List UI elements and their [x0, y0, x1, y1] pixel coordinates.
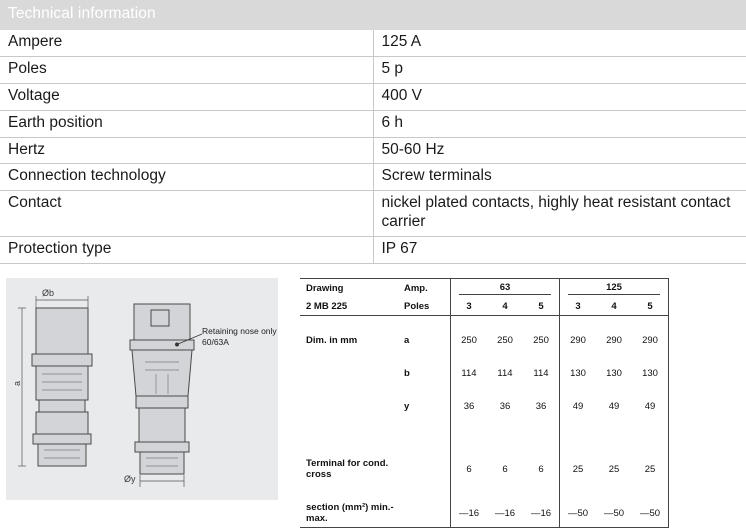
dim-cell: 49 [608, 401, 620, 413]
dim-cell: 250 [451, 332, 488, 349]
spacer-cell [560, 382, 597, 398]
spacer-cell [451, 382, 488, 398]
row-label-earth-position: Earth position [0, 110, 373, 137]
dim-spacer-row [300, 316, 669, 333]
row-label-contact: Contact [0, 191, 373, 237]
spacer-cell [398, 349, 451, 365]
dim-cell: 130 [606, 368, 622, 380]
dim-cell: 290 [606, 335, 622, 347]
row-label-poles: Poles [0, 56, 373, 83]
dim-subtitle-poles: Poles [398, 298, 451, 316]
dimension-table-wrap [300, 278, 669, 528]
dim-group-125 [560, 279, 669, 299]
dim-row-section [300, 499, 669, 528]
spacer-cell [451, 316, 488, 333]
dim-cell: —16 [523, 499, 560, 528]
dim-row-label-section: section (mm²) min.-max. [300, 499, 398, 528]
dim-cell: —16 [451, 499, 488, 528]
spacer-cell [523, 415, 560, 455]
spacer-cell [487, 349, 523, 365]
dim-row-sub-section [398, 499, 451, 528]
dimension-label-b: Øb [42, 288, 55, 299]
dim-cell: 250 [497, 335, 513, 347]
dim-cell: 36 [451, 398, 488, 415]
dim-row-terminal [300, 455, 669, 483]
spacer-cell [300, 415, 398, 455]
spacer-cell [560, 349, 597, 365]
retaining-nose-note: Retaining nose only 60/63A [202, 326, 277, 347]
row-label-hertz: Hertz [0, 137, 373, 164]
spacer-cell [596, 316, 632, 333]
spacer-cell [487, 415, 523, 455]
spacer-cell [596, 415, 632, 455]
dim-cell: 290 [632, 332, 669, 349]
dim-row-label-terminal: Terminal for cond. cross [306, 458, 389, 481]
spacer-cell [596, 483, 632, 499]
dim-cell: 130 [560, 365, 597, 382]
spacer-cell [300, 316, 398, 333]
technical-information-title: Technical information [0, 0, 746, 30]
dim-title-line1: Drawing [300, 279, 398, 299]
table-row [0, 56, 746, 83]
spacer-cell [632, 483, 669, 499]
row-value-connection-technology: Screw terminals [373, 164, 746, 191]
dimension-table [300, 278, 669, 528]
dim-row-label-dim-in-mm: Dim. in mm [306, 335, 358, 347]
plug-technical-drawing [6, 278, 278, 500]
dim-row-a [300, 332, 669, 349]
dim-cell: —50 [632, 499, 669, 528]
spacer-cell [632, 349, 669, 365]
dim-row-sub-terminal [398, 455, 451, 483]
dim-group-63-label: 63 [459, 282, 551, 295]
spacer-cell [560, 483, 597, 499]
spacer-cell [523, 382, 560, 398]
spacer-cell [632, 382, 669, 398]
dim-cell: 25 [632, 455, 669, 483]
spacer-cell [596, 349, 632, 365]
table-row [0, 30, 746, 56]
dim-row-label-empty-y [300, 398, 398, 415]
spacer-cell [451, 415, 488, 455]
dim-cell: 25 [608, 463, 620, 475]
spacer-cell [596, 382, 632, 398]
table-header-row [0, 0, 746, 30]
dim-pole-col-125-5: 5 [632, 298, 669, 316]
row-value-protection-type: IP 67 [373, 237, 746, 264]
product-drawing-panel [6, 278, 278, 500]
dim-spacer-row [300, 349, 669, 365]
spacer-cell [451, 349, 488, 365]
row-label-connection-technology: Connection technology [0, 164, 373, 191]
row-value-hertz: 50-60 Hz [373, 137, 746, 164]
dim-row-b [300, 365, 669, 382]
dim-cell: 36 [499, 401, 511, 413]
spacer-cell [398, 415, 451, 455]
dimension-label-y: Øy [124, 474, 136, 485]
dim-row-label-empty-b [300, 365, 398, 382]
dim-pole-col-63-4: 4 [487, 298, 523, 316]
dim-cell: 25 [560, 455, 597, 483]
spacer-cell [300, 483, 398, 499]
spacer-cell [398, 382, 451, 398]
dim-row-sub-b: b [404, 368, 410, 380]
dim-group-63 [451, 279, 560, 299]
dim-pole-col-63-5: 5 [523, 298, 560, 316]
table-row [0, 164, 746, 191]
spacer-cell [523, 316, 560, 333]
row-value-ampere: 125 A [373, 30, 746, 56]
dim-header-row-poles [300, 298, 669, 316]
spacer-cell [560, 316, 597, 333]
row-label-voltage: Voltage [0, 83, 373, 110]
dim-title-line2: 2 MB 225 [300, 298, 398, 316]
spacer-cell [487, 483, 523, 499]
row-value-voltage: 400 V [373, 83, 746, 110]
dim-cell: —16 [487, 499, 523, 528]
row-label-protection-type: Protection type [0, 237, 373, 264]
dim-row-y [300, 398, 669, 415]
dim-pole-col-125-4: 4 [596, 298, 632, 316]
table-row [0, 191, 746, 237]
dim-cell: 250 [533, 335, 549, 347]
dim-cell: 114 [451, 365, 488, 382]
table-row [0, 137, 746, 164]
dim-row-sub-y: y [404, 401, 410, 413]
dim-spacer-row [300, 382, 669, 398]
table-row [0, 83, 746, 110]
dim-cell: 290 [560, 332, 597, 349]
spacer-cell [300, 349, 398, 365]
dim-cell: 49 [632, 398, 669, 415]
row-value-contact: nickel plated contacts, highly heat resistant contact carrier [373, 191, 746, 237]
dim-cell: 36 [535, 401, 547, 413]
dim-cell: 6 [538, 463, 544, 475]
dim-pole-col-63-3: 3 [451, 298, 488, 316]
spacer-cell [398, 316, 451, 333]
dim-cell: 6 [451, 455, 488, 483]
drawing-and-dimensions-area [0, 278, 746, 528]
table-row [0, 110, 746, 137]
dim-spacer-row [300, 483, 669, 499]
dim-header-row-groups [300, 279, 669, 299]
spacer-cell [487, 382, 523, 398]
dim-cell: 6 [502, 463, 508, 475]
dim-spacer-row [300, 415, 669, 455]
spacer-cell [632, 316, 669, 333]
dim-cell: —50 [596, 499, 632, 528]
dim-row-sub-a: a [404, 335, 410, 347]
dim-pole-col-125-3: 3 [560, 298, 597, 316]
spacer-cell [487, 316, 523, 333]
dim-cell: 114 [533, 368, 549, 380]
row-value-poles: 5 p [373, 56, 746, 83]
spacer-cell [523, 483, 560, 499]
dim-cell: 114 [497, 368, 513, 380]
spacer-cell [560, 415, 597, 455]
spacer-cell [523, 349, 560, 365]
spacer-cell [398, 483, 451, 499]
dim-cell: 130 [632, 365, 669, 382]
spacer-cell [300, 382, 398, 398]
dim-subtitle-amp: Amp. [398, 279, 451, 299]
dim-group-125-label: 125 [568, 282, 660, 295]
dim-cell: 49 [560, 398, 597, 415]
row-value-earth-position: 6 h [373, 110, 746, 137]
dimension-label-a: a [12, 381, 22, 387]
table-row [0, 237, 746, 264]
dim-cell: —50 [560, 499, 597, 528]
spacer-cell [451, 483, 488, 499]
spacer-cell [632, 415, 669, 455]
row-label-ampere: Ampere [0, 30, 373, 56]
